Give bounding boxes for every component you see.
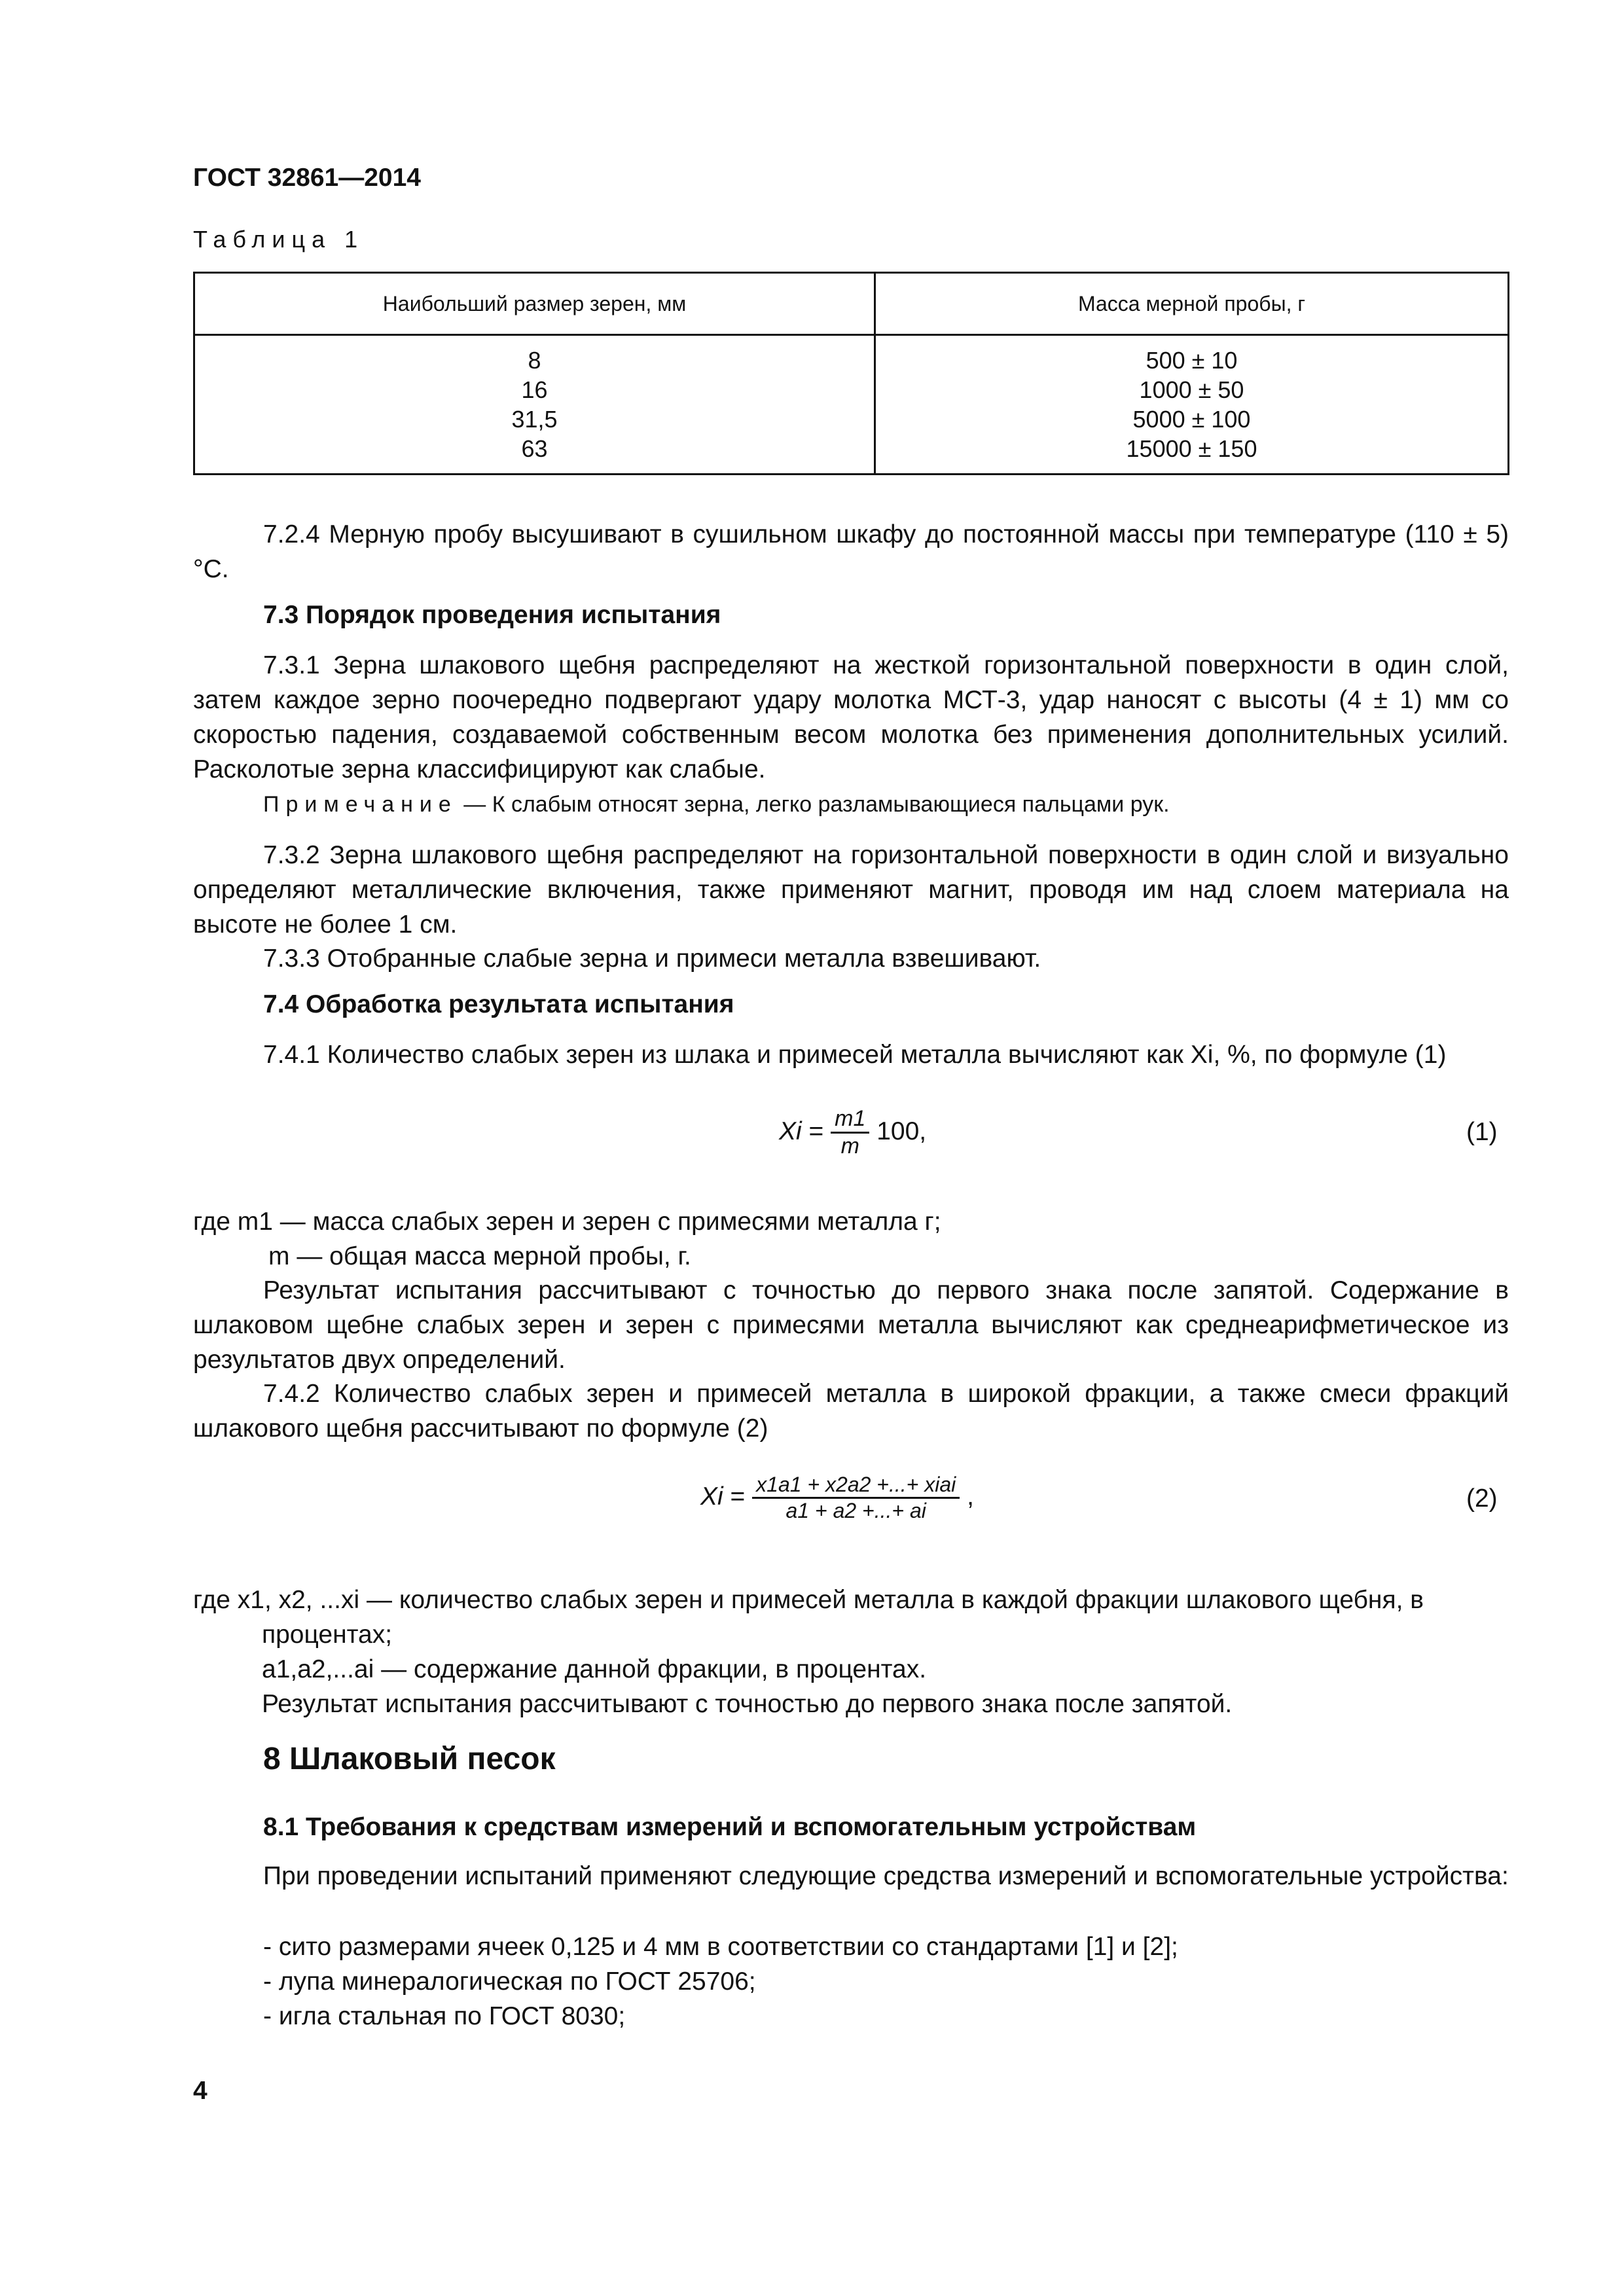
page-number: 4 <box>193 2077 208 2105</box>
list-item: - игла стальная по ГОСТ 8030; <box>263 2002 626 2030</box>
table-cell-grain-size <box>194 335 875 475</box>
where-block-2 <box>193 1583 1509 1721</box>
paragraph-text: 7.4.2 Количество слабых зерен и примесей металла в широкой фракции, а также смеси фракций шлакового щебня рассчитывают по формуле (2) <box>193 1380 1509 1443</box>
formula-1 <box>779 1106 926 1159</box>
table-cell-sample-mass <box>875 335 1509 475</box>
formula-2-tail: , <box>967 1482 974 1511</box>
formula-1-eq: = <box>808 1117 824 1145</box>
where-2-line-3: Результат испытания рассчитывают с точностью до первого знака после запятой. <box>262 1690 1233 1718</box>
grain-size-value: 63 <box>521 435 548 462</box>
formula-2-denominator: a1 + a2 +...+ ai <box>785 1499 926 1522</box>
formula-1-lhs: Xi <box>779 1117 802 1145</box>
where-1-line-1: где m1 — масса слабых зерен и зерен с примесями металла г; <box>193 1208 941 1236</box>
paragraph-7-3-2 <box>193 838 1509 942</box>
paragraph-7-4-1 <box>193 1037 1509 1072</box>
section-heading-7-4: 7.4 Обработка результата испытания <box>263 990 734 1018</box>
equipment-list <box>263 1929 1178 2034</box>
paragraph-text: 7.4.1 Количество слабых зерен из шлака и примесей металла вычисляют как Xi, %, по формуле (1) <box>263 1041 1447 1069</box>
sample-mass-value: 5000 ± 100 <box>1132 406 1251 433</box>
grain-size-value: 16 <box>521 376 548 403</box>
formula-1-number: (1) <box>1466 1118 1498 1146</box>
paragraph-text: При проведении испытаний применяют следующие средства измерений и вспомогательные устройства: <box>263 1862 1509 1890</box>
sample-mass-value: 15000 ± 150 <box>1126 435 1257 462</box>
note-text: — К слабым относят зерна, легко разламывающиеся пальцами рук. <box>463 792 1170 817</box>
paragraph-text: Результат испытания рассчитывают с точностью до первого знака после запятой. Содержание в шлаковом щебне слабых зерен и зерен с примесями металла вычисляют как среднеарифметическое из результатов двух определений. <box>193 1276 1509 1374</box>
paragraph-7-3-3 <box>193 941 1509 976</box>
grain-size-value: 31,5 <box>511 406 558 433</box>
paragraph-text: 7.2.4 Мерную пробу высушивают в сушильном шкафу до постоянной массы при температуре (110 ± 5) °С. <box>193 520 1509 583</box>
formula-1-denominator: m <box>840 1134 859 1158</box>
note <box>263 792 1170 817</box>
where-block-1 <box>193 1204 941 1274</box>
paragraph-7-2-4 <box>193 517 1509 586</box>
paragraph-text: 7.3.1 Зерна шлакового щебня распределяют на жесткой горизонтальной поверхности в один слой, затем каждое зерно поочередно подвергают удару молотка МСТ-3, удар наносят с высоты (4 ± 1) мм со скоростью падения, создаваемой собственным весом молотка без применения дополнительных усилий. Расколотые зерна классифицируют как слабые. <box>193 651 1509 783</box>
formula-2-lhs: Xi <box>700 1482 723 1511</box>
paragraph-text: 7.3.2 Зерна шлакового щебня распределяют на горизонтальной поверхности в один слой и визуально определяют металлические включения, также применяют магнит, проводя им над слоем материала на высоте не более 1 см. <box>193 841 1509 939</box>
paragraph-result-1 <box>193 1273 1509 1377</box>
table-row <box>194 335 1509 475</box>
paragraph-text: 7.3.3 Отобранные слабые зерна и примеси металла взвешивают. <box>263 944 1041 973</box>
list-item: - лупа минералогическая по ГОСТ 25706; <box>263 1967 756 1996</box>
grain-size-value: 8 <box>528 347 541 374</box>
formula-1-numerator: m1 <box>831 1106 869 1134</box>
sample-mass-value: 500 ± 10 <box>1146 347 1238 374</box>
formula-2-fraction <box>752 1473 960 1523</box>
table-header-row <box>194 273 1509 335</box>
sample-mass-value: 1000 ± 50 <box>1139 376 1244 403</box>
section-heading-7-3: 7.3 Порядок проведения испытания <box>263 601 721 629</box>
note-label: Примечание <box>263 792 458 817</box>
where-1-line-2: m — общая масса мерной пробы, г. <box>268 1242 691 1270</box>
paragraph-7-3-1 <box>193 648 1509 787</box>
formula-2-numerator: x1a1 + x2a2 +...+ xiai <box>752 1473 960 1499</box>
formula-2-eq: = <box>730 1482 746 1511</box>
column-header-grain-size: Наибольший размер зерен, мм <box>194 273 875 335</box>
section-heading-8: 8 Шлаковый песок <box>263 1742 556 1776</box>
formula-2 <box>700 1473 974 1523</box>
paragraph-8-1 <box>193 1859 1509 1893</box>
document-header: ГОСТ 32861—2014 <box>193 164 421 192</box>
list-item: - сито размерами ячеек 0,125 и 4 мм в соответствии со стандартами [1] и [2]; <box>263 1933 1178 1961</box>
table-1 <box>193 272 1509 475</box>
formula-2-number: (2) <box>1466 1484 1498 1513</box>
where-2-line-2: a1,a2,...ai — содержание данной фракции, в процентах. <box>262 1655 927 1683</box>
where-2-line-1: где x1, x2, ...xi — количество слабых зерен и примесей металла в каждой фракции шлакового щебня, в процентах; <box>193 1586 1424 1649</box>
section-heading-8-1: 8.1 Требования к средствам измерений и вспомогательным устройствам <box>263 1813 1197 1841</box>
formula-1-fraction <box>831 1106 869 1159</box>
formula-1-tail: 100, <box>876 1117 927 1145</box>
paragraph-7-4-2 <box>193 1376 1509 1446</box>
column-header-sample-mass: Масса мерной пробы, г <box>875 273 1509 335</box>
table-caption: Таблица 1 <box>193 226 365 253</box>
